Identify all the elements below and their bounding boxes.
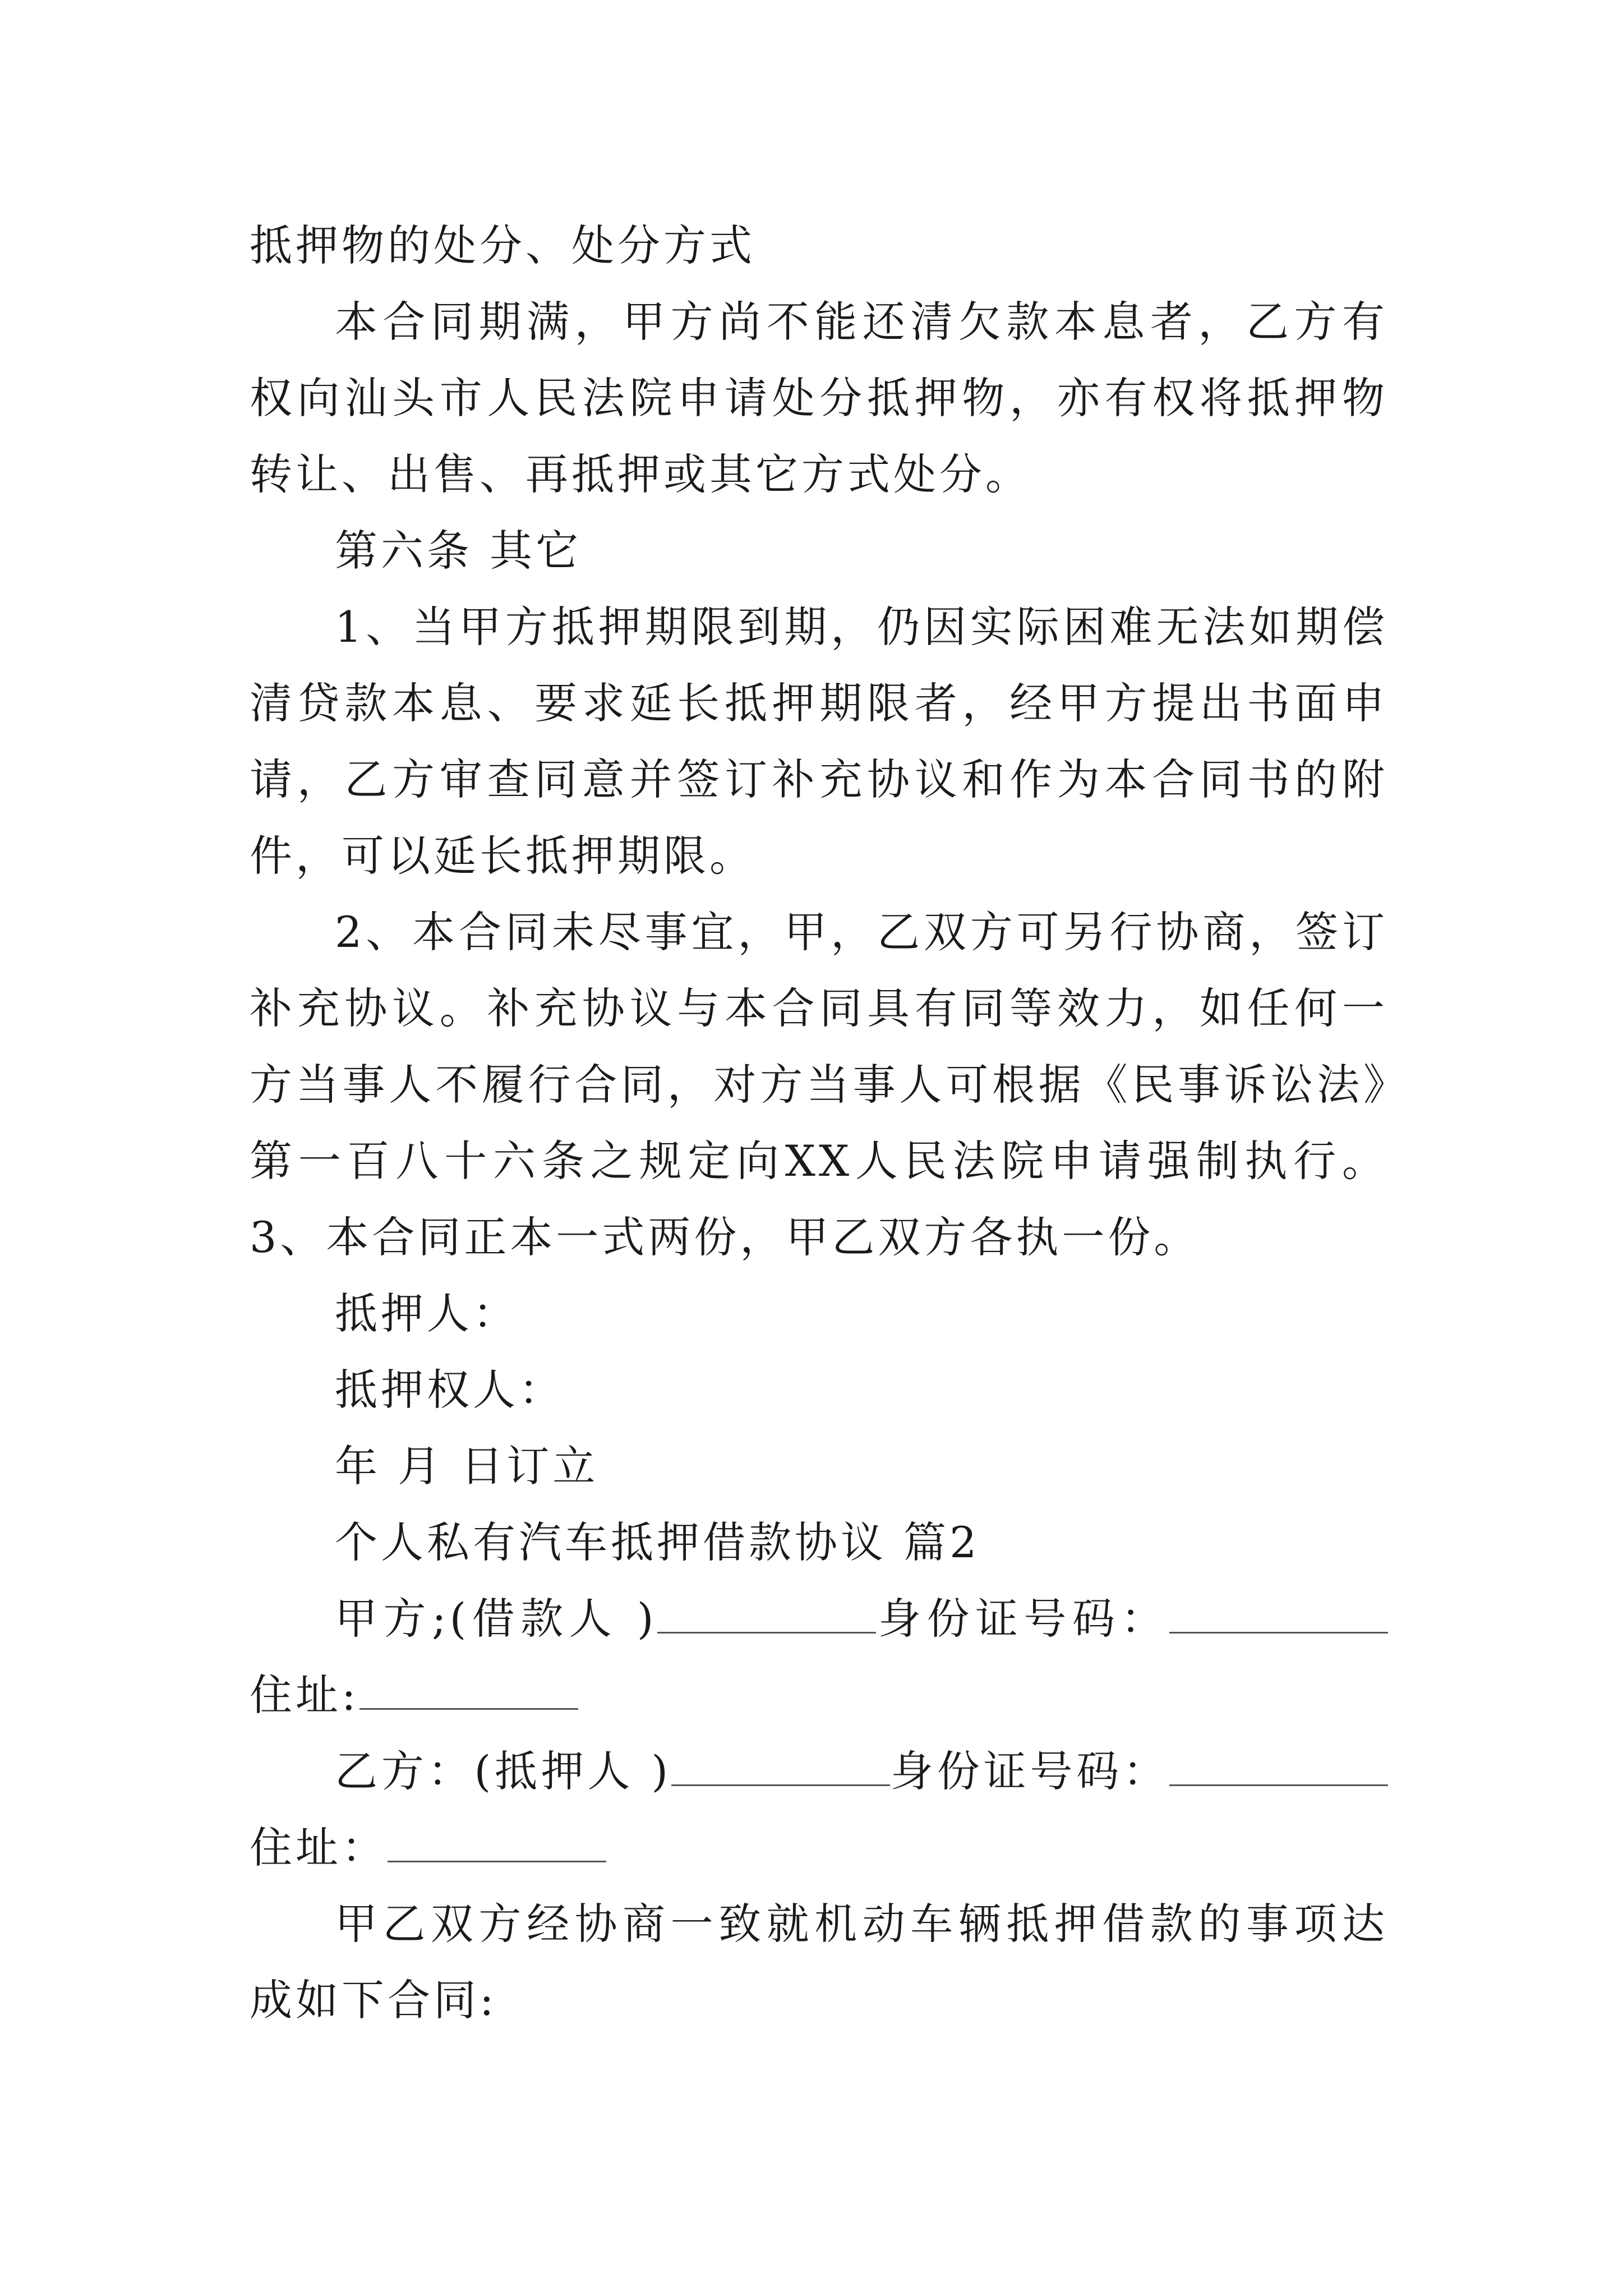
party-a-id-blank	[1169, 1593, 1388, 1634]
document-body	[250, 208, 1388, 2039]
party-b-name-blank	[671, 1745, 890, 1786]
party-b-label: 乙方：(抵押人 )	[335, 1746, 672, 1796]
party-a-line	[250, 1581, 1388, 1733]
party-a-address-label: 住址:	[250, 1670, 359, 1720]
party-b-id-blank	[1169, 1745, 1388, 1786]
signature-mortgagee: 抵押权人：	[335, 1365, 565, 1415]
signing-date: 年 月 日订立	[335, 1441, 599, 1491]
party-b-line	[250, 1733, 1388, 1886]
clause-1: 1、当甲方抵押期限到期，仍因实际困难无法如期偿清贷款本息、要求延长抵押期限者，经甲方提出书面申请，乙方审查同意并签订补充协议和作为本合同书的附件，可以延长抵押期限。	[250, 602, 1388, 881]
party-a-name-blank	[657, 1593, 876, 1634]
party-a-label: 甲方;(借款人 )	[335, 1594, 657, 1644]
paragraph-disposal: 本合同期满，甲方尚不能还清欠款本息者，乙方有权向汕头市人民法院申请处分抵押物，亦有权将抵押物转让、出售、再抵押或其它方式处分。	[250, 297, 1388, 499]
signature-mortgagor: 抵押人：	[335, 1289, 519, 1338]
party-a-address-blank	[359, 1669, 578, 1710]
closing-paragraph: 甲乙双方经协商一致就机动车辆抵押借款的事项达成如下合同:	[250, 1899, 1388, 2025]
clause-2-3: 2、本合同未尽事宜，甲，乙双方可另行协商，签订补充协议。补充协议与本合同具有同等效力，如任何一方当事人不履行合同，对方当事人可根据《民事诉讼法》第一百八十六条之规定向XX人民法院申请强制执行。 3、本合同正本一式两份，甲乙双方各执一份。	[250, 907, 1388, 1262]
party-b-address-blank	[388, 1821, 606, 1862]
agreement-title-part2: 个人私有汽车抵押借款协议 篇2	[335, 1517, 980, 1567]
party-b-address-label: 住址：	[250, 1823, 388, 1872]
party-b-id-label: 身份证号码：	[890, 1746, 1170, 1796]
section-heading-disposal: 抵押物的处分、处分方式	[250, 220, 755, 270]
article-six-heading: 第六条 其它	[335, 526, 582, 576]
party-a-id-label: 身份证号码：	[875, 1594, 1169, 1644]
